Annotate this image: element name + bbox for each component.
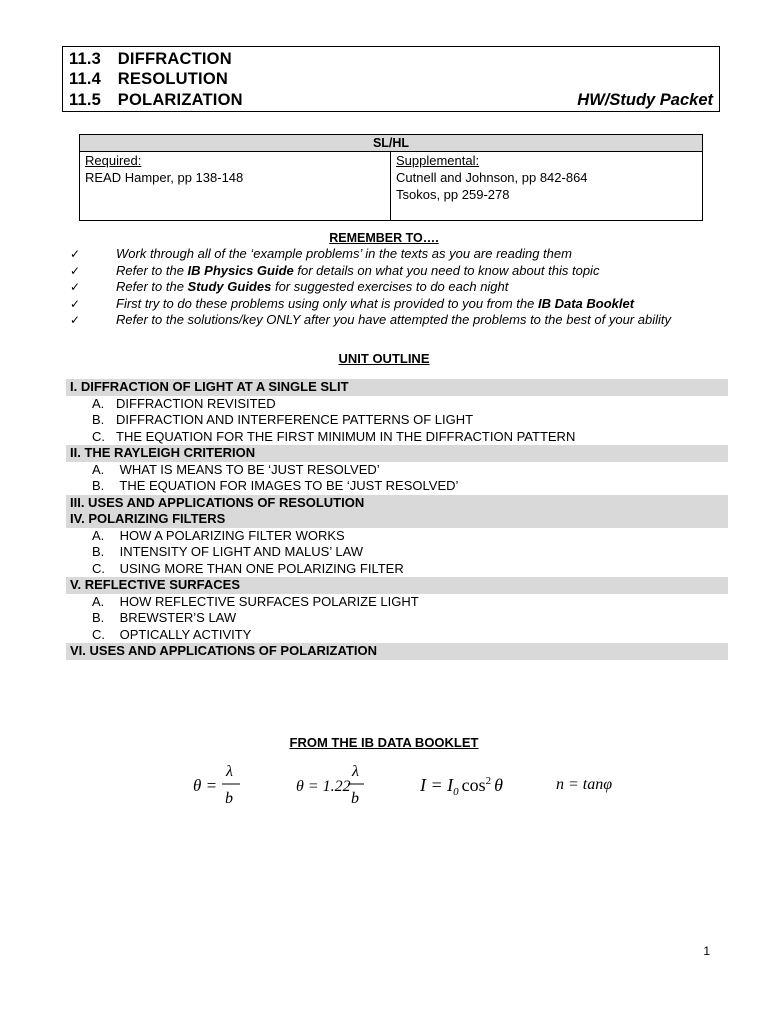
supplemental-column	[391, 152, 702, 220]
outline-heading: UNIT OUTLINE	[338, 351, 430, 366]
topic-label: RESOLUTION	[117, 70, 228, 88]
checklist-item	[70, 279, 750, 296]
supplemental-item: Cutnell and Johnson, pp 842-864	[396, 170, 588, 185]
packet-label: HW/Study Packet	[577, 91, 713, 109]
svg-text:b: b	[351, 790, 359, 807]
brewster-equation	[556, 776, 612, 793]
outline-item: B. INTENSITY OF LIGHT AND MALUS’ LAW	[92, 544, 364, 559]
outline-item: A. DIFFRACTION REVISITED	[92, 395, 276, 411]
unit-outline	[66, 379, 728, 660]
diffraction-equation	[193, 763, 240, 807]
checklist-item	[70, 312, 750, 329]
topic-number: 11.4	[69, 70, 102, 88]
outline-item: A. HOW REFLECTIVE SURFACES POLARIZE LIGHT	[92, 593, 419, 609]
topic-line-2	[69, 70, 228, 89]
checklist-text: Refer to the solutions/key ONLY after you have attempted the problems to the best of your ability	[116, 312, 671, 328]
table-heading: SL/HL	[80, 135, 702, 152]
checklist-item	[70, 246, 750, 263]
outline-item: A. WHAT IS MEANS TO BE ‘JUST RESOLVED’	[92, 461, 380, 477]
check-icon: ✓	[70, 263, 81, 278]
svg-text:λ: λ	[226, 763, 233, 780]
remember-heading: REMEMBER TO….	[329, 231, 439, 245]
page-number: 1	[703, 944, 710, 958]
required-column	[80, 152, 391, 220]
topic-line-1	[69, 50, 232, 69]
rayleigh-equation	[296, 763, 364, 807]
reading-table	[79, 134, 703, 221]
checklist-text: Refer to the Study Guides for suggested exercises to do each night	[116, 279, 509, 295]
outline-section-heading: II. THE RAYLEIGH CRITERION	[66, 445, 728, 462]
svg-text:λ: λ	[352, 763, 359, 780]
outline-item: C. USING MORE THAN ONE POLARIZING FILTER	[92, 560, 404, 576]
supplemental-label: Supplemental:	[396, 153, 480, 168]
check-icon: ✓	[70, 313, 81, 328]
topic-line-3	[69, 91, 243, 110]
checklist-text: First try to do these problems using only what is provided to you from the IB Data Booklet	[116, 295, 635, 311]
checklist-item	[70, 296, 750, 313]
checklist-item	[70, 263, 750, 280]
title-box	[62, 46, 720, 112]
malus-equation	[419, 775, 503, 798]
supplemental-item: Tsokos, pp 259-278	[396, 187, 510, 202]
svg-text:n = tanφ: n = tanφ	[556, 776, 613, 793]
outline-item: B. BREWSTER’S LAW	[92, 610, 237, 625]
topic-label: POLARIZATION	[117, 91, 243, 109]
check-icon: ✓	[70, 247, 81, 261]
booklet-heading: FROM THE IB DATA BOOKLET	[289, 735, 479, 750]
outline-section-heading: I. DIFFRACTION OF LIGHT AT A SINGLE SLIT	[66, 379, 728, 396]
topic-label: DIFFRACTION	[117, 50, 232, 68]
checklist-text: Work through all of the ‘example problems’ in the texts as you are reading them	[116, 246, 572, 261]
outline-section-heading: V. REFLECTIVE SURFACES	[66, 577, 728, 594]
topic-number: 11.5	[69, 91, 102, 109]
checklist-text: Refer to the IB Physics Guide for details on what you need to know about this topic	[116, 262, 600, 278]
outline-item: B. THE EQUATION FOR IMAGES TO BE ‘JUST RESOLVED’	[92, 478, 459, 493]
outline-item: C. OPTICALLY ACTIVITY	[92, 626, 252, 642]
required-item: READ Hamper, pp 138-148	[85, 170, 244, 185]
check-icon: ✓	[70, 296, 81, 311]
check-icon: ✓	[70, 280, 81, 295]
required-label: Required:	[85, 153, 142, 168]
checklist	[70, 246, 750, 329]
outline-item: B. DIFFRACTION AND INTERFERENCE PATTERNS OF LIGHT	[92, 412, 474, 427]
outline-item: C. THE EQUATION FOR THE FIRST MINIMUM IN THE DIFFRACTION PATTERN	[92, 428, 576, 444]
outline-item: A. HOW A POLARIZING FILTER WORKS	[92, 527, 345, 543]
outline-section-heading: IV. POLARIZING FILTERS	[66, 511, 728, 528]
svg-text:I = I0cos2θ: $I = I_0$ $\cos^2 \theta$	[420, 775, 503, 798]
svg-text:θ = 1.22: θ = 1.22	[296, 778, 351, 795]
outline-section-heading: VI. USES AND APPLICATIONS OF POLARIZATION	[66, 643, 728, 660]
outline-section-heading: III. USES AND APPLICATIONS OF RESOLUTION	[66, 495, 728, 512]
topic-number: 11.3	[69, 50, 102, 68]
svg-text:b: b	[225, 790, 233, 807]
svg-text:θ =: θ =	[193, 776, 218, 795]
equations	[0, 758, 768, 818]
